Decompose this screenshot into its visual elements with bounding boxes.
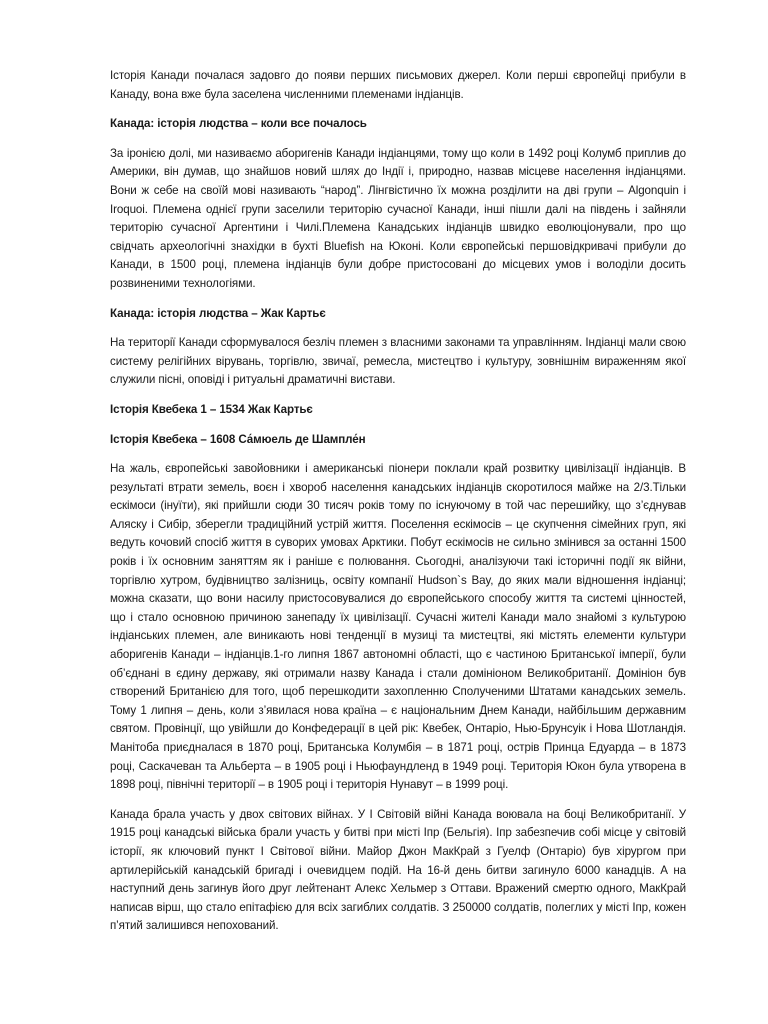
paragraph-colonization-confederation: На жаль, європейські завойовники і американські піонери поклали край розвитку цивілізації індіанців. В результаті втрати земель, воєн і хвороб населення канадських індіанців скоротилося майже на 2/3.Тільки ескімоси (інуїти), які прийшли сюди 30 тисяч років тому по існуючому в той час перешийку, що з’єднував Аляску і Сибір, зберегли традиційний устрій життя. Поселення ескімосів – це скупчення сімейних груп, які ведуть кочовий спосіб життя в суворих умовах Арктики. Побут ескімосів не сильно змінився за останні 1500 років і їх основним заняттям як і раніше є полювання. Сьогодні, аналізуючи такі історичні події як війни, торгівлю хутром, будівництво залізниць, освіту компанії Hudson`s Bay, до яких мали відношення індіанці; можна сказати, що вони насилу пристосовувалися до європейського способу життя та системі цінностей, що і стало основною причиною занепаду їх цивілізації. Сучасні жителі Канади мало знайомі з культурою індіанських племен, але виникають нові тенденції в музиці та мистецтві, які містять елементи культури аборигенів Канади – індіанців.1-го липня 1867 автономні області, що є частиною Британської імперії, були об’єднані в єдину державу, які отримали назву Канада і стали домініоном Великобританії. Домініон був створений Британією для того, щоб перешкодити захопленню Сполученими Штатами канадських земель. Тому 1 липня – день, коли з’явилася нова країна – є національним Днем Канади, найбільшим державним святом. Провінції, що увійшли до Конфедерації в цей рік: Квебек, Онтаріо, Нью-Брунсуік і Нова Шотландія. Манітоба приєдналася в 1870 році, Британська Колумбія – в 1871 році, острів Принца Едуарда – в 1873 році, Саскачеван та Альберта – в 1905 році і Ньюфаундленд в 1949 році. Територія Юкон була утворена в 1898 році, північні території – в 1905 році і територія Нунавут – в 1999 році. (110, 462, 686, 792)
paragraph-world-wars: Канада брала участь у двох світових війнах. У І Світовій війні Канада воювала на боці Великобританії. У 1915 році канадські війська брали участь у битві при місті Іпр (Бельгія). Іпр забезпечив собі місце у світовій історії, як ключовий пункт І Світової війни. Майор Джон МакКрай з Гуелф (Онтаріо) був хірургом при артилерійській канадській бригаді і очевидцем подій. На 16-й день битви загинуло 6000 канадців. А на наступний день загинув його друг лейтенант Алекс Хельмер з Оттави. Вражений смертю одного, МакКрай написав вірш, що стало епітафією для всіх загиблих солдатів. З 250000 солдатів, полеглих у місті Іпр, кожен п’ятий залишився непохований. (110, 807, 686, 933)
intro-paragraph: Історія Канади почалася задовго до появи перших письмових джерел. Коли перші європейці прибули в Канаду, вона вже була заселена численними племенами індіанців. (110, 69, 686, 101)
section-heading-quebec-1534: Історія Квебека 1 – 1534 Жак Картьє (110, 402, 313, 416)
section-heading-beginning: Канада: історія людства – коли все почалось (110, 117, 367, 131)
paragraph-indigenous-origins: За іронією долі, ми називаємо аборигенів Канади індіанцями, тому що коли в 1492 році Колумб приплив до Америки, він думав, що знайшов новий шлях до Індії і, природно, назвав місцеве населення індіанцями. Вони ж себе на своїй мові називають “народ”. Лінгвістично їх можна розділити на дві групи – Algonquin і Iroquoi. Племена однієї групи заселили територію сучасної Канади, інші пішли далі на південь і зайняли територію сучасної Аргентини і Чилі.Племена Канадських індіанців швидко еволюціонували, про що свідчать археологічні знахідки в бухті Bluefish на Юконі. Коли європейські першовідкривачі прибули до Канади, в 1500 році, племена індіанців були добре пристосовані до місцевих умов і володіли досить розвиненими технологіями. (110, 146, 686, 290)
section-heading-jacques-cartier: Канада: історія людства – Жак Картьє (110, 306, 326, 320)
section-heading-quebec-1608: Історія Квебека – 1608 Са́мюель де Шампле́н (110, 432, 366, 446)
document-page (110, 67, 686, 947)
paragraph-tribes-culture: На території Канади сформувалося безліч племен з власними законами та управлінням. Індіанці мали свою систему релігійних вірувань, торгівлю, звичаї, ремесла, мистецтво і культуру, зовнішнім вираженням якої служили пісні, оповіді і ритуальні драматичні вистави. (110, 336, 686, 387)
